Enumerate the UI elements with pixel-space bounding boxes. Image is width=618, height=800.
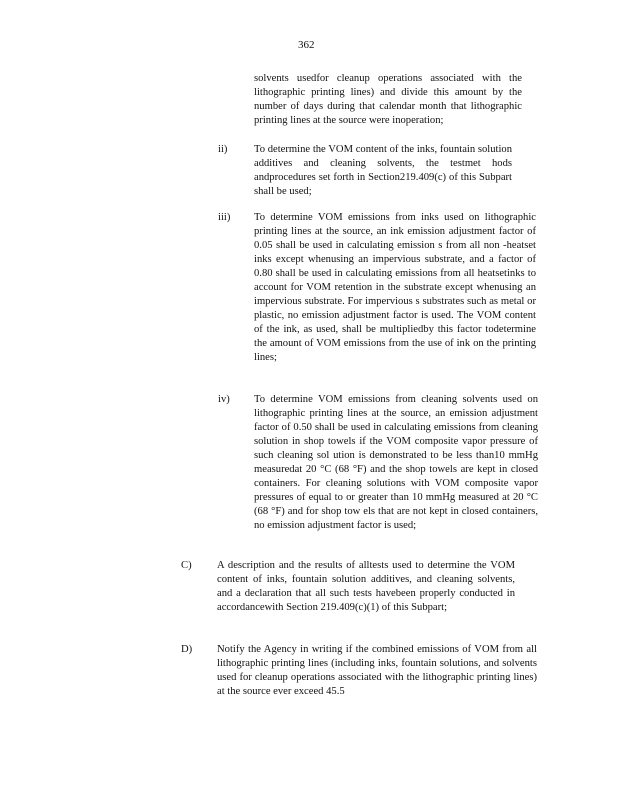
item-label: ii) <box>218 144 228 155</box>
item-text: A description and the results of alltests used to determine the VOM content of inks, fountain solution additives, and cleaning solvents, and a declaration that all such tests havebeen properly conducted in accordancewith Section 219.409(c)(1) of this Subpart; <box>217 560 515 613</box>
item-label: D) <box>181 644 193 655</box>
item-text: To determine the VOM content of the inks, fountain solution additives and cleaning solvents, the testmet hods andprocedures set forth in Section219.409(c) of this Subpart shall be used; <box>254 144 512 197</box>
item-label: C) <box>181 560 192 571</box>
item-text: Notify the Agency in writing if the combined emissions of VOM from all lithographic printing lines (including inks, fountain solutions, and solvents used for cleanup operations associated with the lithographic printing lines) at the source ever exceed 45.5 <box>217 644 537 697</box>
item-text: To determine VOM emissions from cleaning solvents used on lithographic printing lines at the source, an emission adjustment factor of 0.50 shall be used in calculating emissions from cleaning solution in shop towels if the VOM composite vapor pressure of such cleaning sol ution is demonstrated to be less than10 mmHg measuredat 20 °C (68 °F) and the shop towels are kept in closed containers. For cleaning solutions with VOM composite vapor pressures of equal to or greater than 10 mmHg measured at 20 °C (68 °F) and for shop tow els that are not kept in closed containers, no emission adjustment factor is used; <box>254 394 538 531</box>
item-label: iii) <box>218 212 231 223</box>
item-text: To determine VOM emissions from inks used on lithographic printing lines at the source, an ink emission adjustment factor of 0.05 shall be used in calculating emission s from all non -heatset inks except whenusing an impervious substrate, and a factor of 0.80 shall be used in calculating emissions from all heatsetinks to account for VOM retention in the substrate except whenusing an impervious substrate. For impervious s substrates such as metal or plastic, no emission adjustment factor is used. The VOM content of the ink, as used, shall be multipliedby this factor todetermine the amount of VOM emissions from the use of ink on the printing lines; <box>254 212 536 363</box>
item-label: iv) <box>218 394 230 405</box>
page-number: 362 <box>298 39 315 51</box>
continuation-paragraph: solvents usedfor cleanup operations associated with the lithographic printing lines) and divide this amount by the number of days during that calendar month that lithographic printing lines at the source were inoperation; <box>254 73 522 126</box>
